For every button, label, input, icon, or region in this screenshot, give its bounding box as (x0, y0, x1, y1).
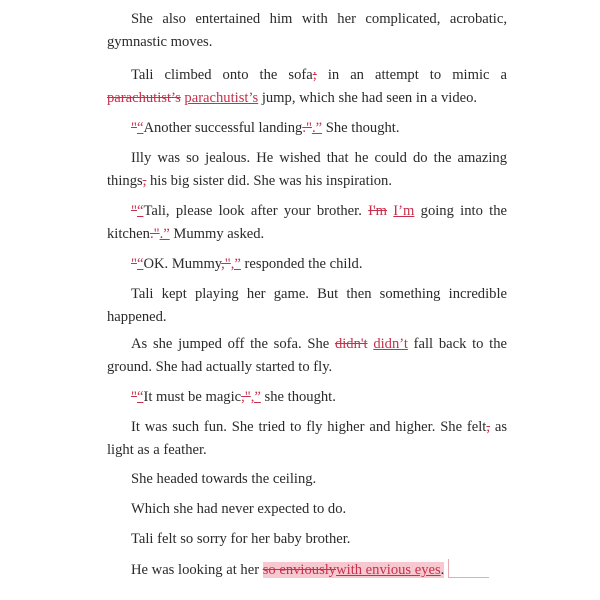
text-run: Illy was so jealous. He wished that he could do the amazing things (107, 150, 507, 189)
inserted-highlighted-text: with envious eyes (336, 562, 441, 578)
paragraph-3 (107, 117, 507, 140)
text-run: Tali kept playing her game. But then something incredible happened. (107, 286, 507, 325)
inserted-text: I’m (393, 203, 415, 219)
text-cursor-box[interactable] (448, 559, 489, 578)
text-run: she thought. (260, 389, 336, 405)
text-run: jump, which she had seen in a video. (258, 90, 478, 106)
text-run: going into the kitchen (107, 203, 507, 242)
deleted-text: , (486, 419, 491, 435)
inserted-text: didn’t (373, 336, 408, 352)
text-run: As she jumped off the sofa. She (131, 336, 335, 352)
inserted-text: “ (136, 389, 144, 405)
deleted-text: " (131, 389, 137, 405)
text-run: Which she had never expected to do. (131, 501, 347, 517)
paragraph-1 (107, 8, 507, 54)
text-run: Another successful landing (143, 120, 303, 136)
text-run: It must be magic (143, 389, 242, 405)
deleted-text: " (131, 203, 137, 219)
text-run: in an attempt to mimic a (316, 67, 507, 83)
inserted-text: ,” (250, 389, 261, 405)
paragraph-10 (107, 416, 507, 462)
deleted-text: " (131, 120, 137, 136)
paragraph-13 (107, 528, 507, 551)
deleted-text: I'm (368, 203, 387, 219)
deleted-text: ." (149, 226, 160, 242)
text-run: Tali, please look after your brother. (143, 203, 369, 219)
text-run: Tali climbed onto the sofa (131, 67, 313, 83)
inserted-text: ,” (230, 256, 241, 272)
inserted-text: .” (159, 226, 170, 242)
text-run: OK. Mummy (143, 256, 222, 272)
deleted-text: ," (241, 389, 251, 405)
inserted-text: parachutist’s (184, 90, 259, 106)
inserted-text: “ (136, 203, 144, 219)
text-run: Mummy asked. (169, 226, 265, 242)
deleted-text: " (131, 256, 137, 272)
text-run: She also entertained him with her complicated, acrobatic, gymnastic moves. (107, 11, 507, 50)
paragraph-8 (107, 333, 507, 379)
text-run: Tali felt so sorry for her baby brother. (131, 531, 351, 547)
text-run: It was such fun. She tried to fly higher and higher. She felt (131, 419, 487, 435)
paragraph-9 (107, 386, 507, 409)
paragraph-4 (107, 147, 507, 193)
paragraph-12 (107, 498, 507, 521)
paragraph-2 (107, 64, 507, 110)
paragraph-6 (107, 253, 507, 276)
inserted-text: “ (136, 256, 144, 272)
deleted-text: ," (221, 256, 231, 272)
paragraph-5 (107, 200, 507, 246)
deleted-text: parachutist’s (107, 90, 181, 106)
text-run: She thought. (322, 120, 400, 136)
text-run: his big sister did. She was his inspiration. (146, 173, 393, 189)
text-run: as light as a feather. (107, 419, 507, 458)
deleted-text: didn't (334, 336, 368, 352)
paragraph-11 (107, 468, 507, 491)
inserted-text: “ (136, 120, 144, 136)
text-run: He was looking at her (131, 562, 263, 578)
text-run: fall back to the ground. She had actually started to fly. (107, 336, 508, 375)
text-run: She headed towards the ceiling. (131, 471, 317, 487)
paragraph-14 (107, 559, 507, 582)
highlighted-text: . (440, 562, 445, 578)
text-run: responded the child. (240, 256, 363, 272)
deleted-text: ." (302, 120, 312, 136)
deleted-text: , (142, 173, 147, 189)
paragraph-7 (107, 283, 507, 329)
deleted-text: ; (312, 67, 317, 83)
deleted-highlighted-text: so enviously (262, 562, 337, 578)
inserted-text: .” (311, 120, 323, 136)
